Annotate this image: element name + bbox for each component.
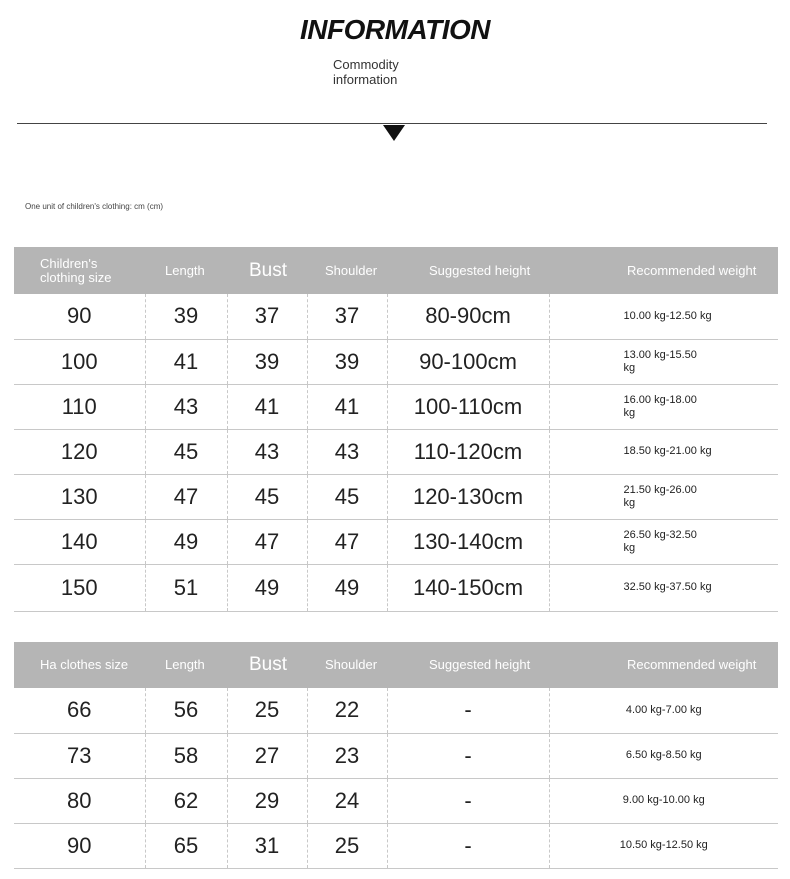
- weight-text: 21.50 kg-26.00 kg: [623, 483, 697, 509]
- table-row: [14, 823, 778, 868]
- header-shoulder: Shoulder: [307, 247, 387, 294]
- table-row: [14, 688, 778, 733]
- cell-height: 90-100cm: [387, 339, 549, 384]
- header-shoulder: Shoulder: [307, 642, 387, 688]
- cell-size: 150: [14, 564, 145, 611]
- cell-shoulder: 47: [307, 519, 387, 564]
- weight-text: 10.00 kg-12.50 kg: [623, 309, 712, 322]
- cell-length: 56: [145, 688, 227, 733]
- header-suggested-height: Suggested height: [387, 247, 549, 294]
- cell-height: 110-120cm: [387, 429, 549, 474]
- cell-shoulder: 22: [307, 688, 387, 733]
- cell-weight: 10.50 kg-12.50 kg: [549, 823, 778, 868]
- cell-length: 43: [145, 384, 227, 429]
- header-recommended-weight: Recommended weight: [549, 642, 778, 688]
- cell-height: -: [387, 823, 549, 868]
- cell-shoulder: 37: [307, 294, 387, 339]
- cell-length: 62: [145, 778, 227, 823]
- header-bust: Bust: [227, 247, 307, 294]
- cell-shoulder: 45: [307, 474, 387, 519]
- cell-bust: 37: [227, 294, 307, 339]
- unit-note: One unit of children's clothing: cm (cm): [25, 202, 164, 211]
- cell-weight: 9.00 kg-10.00 kg: [549, 778, 778, 823]
- cell-weight: [549, 429, 778, 474]
- table-row: [14, 474, 778, 519]
- table-header-row: [14, 642, 778, 688]
- cell-weight: 6.50 kg-8.50 kg: [549, 733, 778, 778]
- table-row: [14, 294, 778, 339]
- cell-bust: 29: [227, 778, 307, 823]
- cell-length: 45: [145, 429, 227, 474]
- header-length: Length: [145, 642, 227, 688]
- weight-text: 32.50 kg-37.50 kg: [623, 581, 712, 593]
- cell-length: 65: [145, 823, 227, 868]
- cell-shoulder: 25: [307, 823, 387, 868]
- cell-size: 120: [14, 429, 145, 474]
- header-length: Length: [145, 247, 227, 294]
- cell-height: -: [387, 733, 549, 778]
- cell-height: 100-110cm: [387, 384, 549, 429]
- cell-weight: [549, 519, 778, 564]
- table-row: [14, 519, 778, 564]
- cell-weight: [549, 384, 778, 429]
- header-bust: Bust: [227, 642, 307, 688]
- cell-bust: 39: [227, 339, 307, 384]
- weight-text: 13.00 kg-15.50 kg: [623, 348, 697, 374]
- cell-shoulder: 43: [307, 429, 387, 474]
- cell-size: 90: [14, 823, 145, 868]
- cell-shoulder: 23: [307, 733, 387, 778]
- weight-text: 26.50 kg-32.50 kg: [623, 528, 697, 554]
- cell-length: 51: [145, 564, 227, 611]
- cell-bust: 43: [227, 429, 307, 474]
- cell-height: 80-90cm: [387, 294, 549, 339]
- children-size-table: [14, 247, 778, 612]
- cell-size: 130: [14, 474, 145, 519]
- table-row: [14, 429, 778, 474]
- cell-height: -: [387, 778, 549, 823]
- cell-size: 90: [14, 294, 145, 339]
- cell-weight: [549, 294, 778, 339]
- cell-size: 73: [14, 733, 145, 778]
- cell-bust: 45: [227, 474, 307, 519]
- cell-weight: [549, 474, 778, 519]
- cell-shoulder: 39: [307, 339, 387, 384]
- table-row: [14, 384, 778, 429]
- cell-bust: 49: [227, 564, 307, 611]
- table-row: [14, 564, 778, 611]
- cell-bust: 25: [227, 688, 307, 733]
- cell-length: 58: [145, 733, 227, 778]
- cell-shoulder: 41: [307, 384, 387, 429]
- header-recommended-weight: Recommended weight: [549, 247, 778, 294]
- cell-weight: [549, 564, 778, 611]
- cell-weight: 4.00 kg-7.00 kg: [549, 688, 778, 733]
- header-suggested-height: Suggested height: [387, 642, 549, 688]
- cell-size: 100: [14, 339, 145, 384]
- cell-length: 39: [145, 294, 227, 339]
- weight-text: 18.50 kg-21.00 kg: [623, 445, 712, 457]
- cell-shoulder: 24: [307, 778, 387, 823]
- table-header-row: [14, 247, 778, 294]
- cell-height: 120-130cm: [387, 474, 549, 519]
- cell-bust: 47: [227, 519, 307, 564]
- cell-size: 66: [14, 688, 145, 733]
- header-size: Children's clothing size: [14, 247, 145, 294]
- cell-length: 41: [145, 339, 227, 384]
- down-arrow-icon: [383, 125, 405, 141]
- page-title: INFORMATION: [300, 14, 490, 45]
- cell-height: 140-150cm: [387, 564, 549, 611]
- table-row: [14, 778, 778, 823]
- ha-size-table: [14, 642, 778, 869]
- page-subtitle: Commodity information: [333, 57, 399, 87]
- cell-size: 110: [14, 384, 145, 429]
- cell-size: 80: [14, 778, 145, 823]
- cell-height: -: [387, 688, 549, 733]
- weight-text: 16.00 kg-18.00 kg: [623, 393, 697, 419]
- cell-size: 140: [14, 519, 145, 564]
- table-row: [14, 733, 778, 778]
- cell-height: 130-140cm: [387, 519, 549, 564]
- cell-bust: 27: [227, 733, 307, 778]
- section-divider: [17, 123, 767, 124]
- cell-bust: 31: [227, 823, 307, 868]
- header-size: Ha clothes size: [14, 642, 145, 688]
- cell-length: 47: [145, 474, 227, 519]
- cell-shoulder: 49: [307, 564, 387, 611]
- cell-bust: 41: [227, 384, 307, 429]
- cell-weight: [549, 339, 778, 384]
- cell-length: 49: [145, 519, 227, 564]
- table-row: [14, 339, 778, 384]
